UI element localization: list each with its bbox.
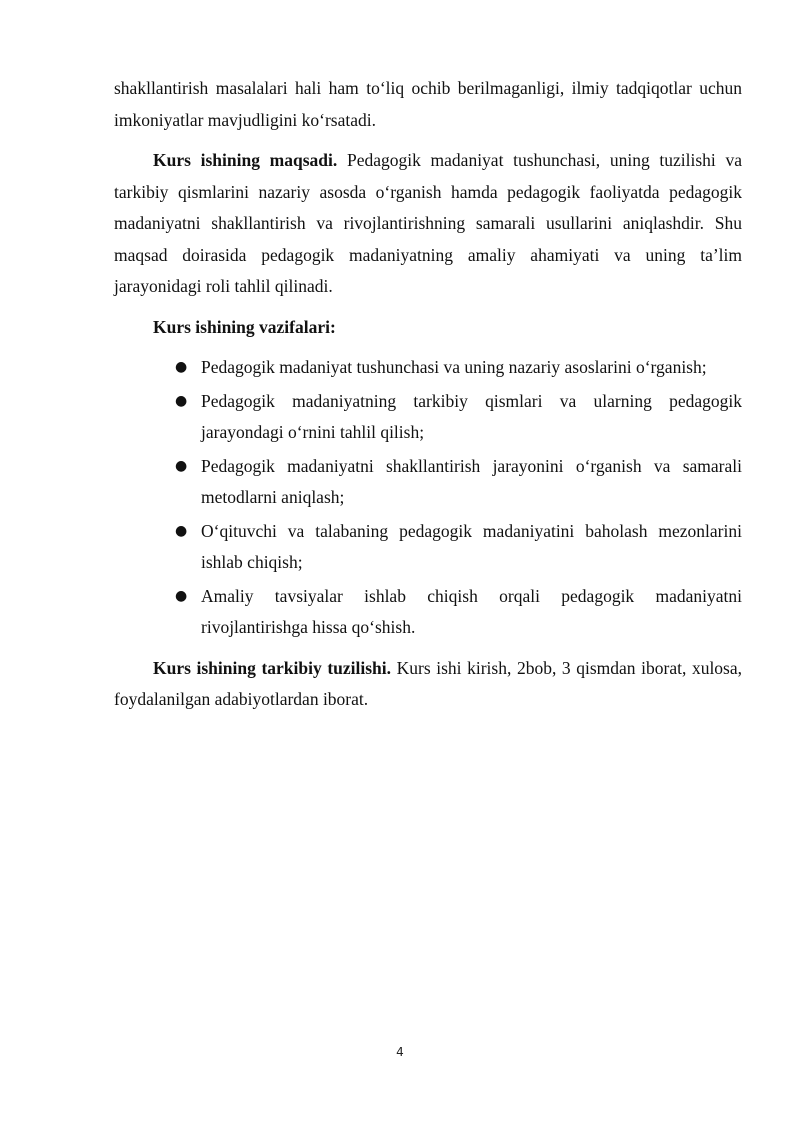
task-item: [175, 451, 742, 514]
task-item: [175, 352, 742, 384]
task-item-text: Pedagogik madaniyatni shakllantirish jarayonini o‘rganish va samarali metodlarni aniqlash;: [201, 455, 742, 507]
goal-text: Pedagogik madaniyat tushunchasi, uning tuzilishi va tarkibiy qismlarini nazariy asosda o‘rganish hamda pedagogik faoliyatda pedagogik madaniyatni shakllantirish va rivojlantirishning samarali usullarini aniqlashdir. Shu maqsad doirasida pedagogik madaniyatning amaliy ahamiyati va uning ta’lim jarayonidagi roli tahlil qilinadi.: [114, 150, 743, 296]
bullet-icon: ●: [175, 587, 188, 604]
intro-paragraph: shakllantirish masalalari hali ham to‘liq ochib berilmaganligi, ilmiy tadqiqotlar uchun imkoniyatlar mavjudligini ko‘rsatadi.: [114, 78, 742, 130]
bullet-icon: ●: [175, 522, 188, 539]
page-number: 4: [396, 1045, 404, 1059]
structure-heading: Kurs ishining tarkibiy tuzilishi.: [153, 657, 392, 678]
structure-paragraph: [114, 653, 742, 716]
tasks-heading: Kurs ishining vazifalari:: [153, 316, 336, 337]
bullet-icon: ●: [175, 457, 188, 474]
bullet-icon: ●: [175, 359, 188, 375]
bullet-icon: ●: [175, 392, 188, 409]
task-item-text: Amaliy tavsiyalar ishlab chiqish orqali pedagogik madaniyatni rivojlantirishga hissa qo‘shish.: [201, 585, 742, 637]
task-item-text: O‘qituvchi va talabaning pedagogik madaniyatini baholash mezonlarini ishlab chiqish;: [201, 520, 742, 572]
goal-heading: Kurs ishining maqsadi.: [153, 150, 338, 170]
goal-paragraph: [114, 145, 742, 303]
task-item: [175, 516, 742, 579]
task-item-text: Pedagogik madaniyatning tarkibiy qismlari va ularning pedagogik jarayondagi o‘rnini tahlil qilish;: [201, 390, 742, 442]
document-page-body: [114, 73, 742, 716]
structure-text: Kurs ishi kirish, 2bob, 3 qismdan iborat, xulosa, foydalanilgan adabiyotlardan iborat.: [114, 657, 743, 709]
task-item: [175, 386, 742, 449]
tasks-list: [114, 352, 742, 644]
task-item: [175, 581, 742, 644]
task-item-text: Pedagogik madaniyat tushunchasi va uning nazariy asoslarini o‘rganish;: [201, 357, 707, 377]
